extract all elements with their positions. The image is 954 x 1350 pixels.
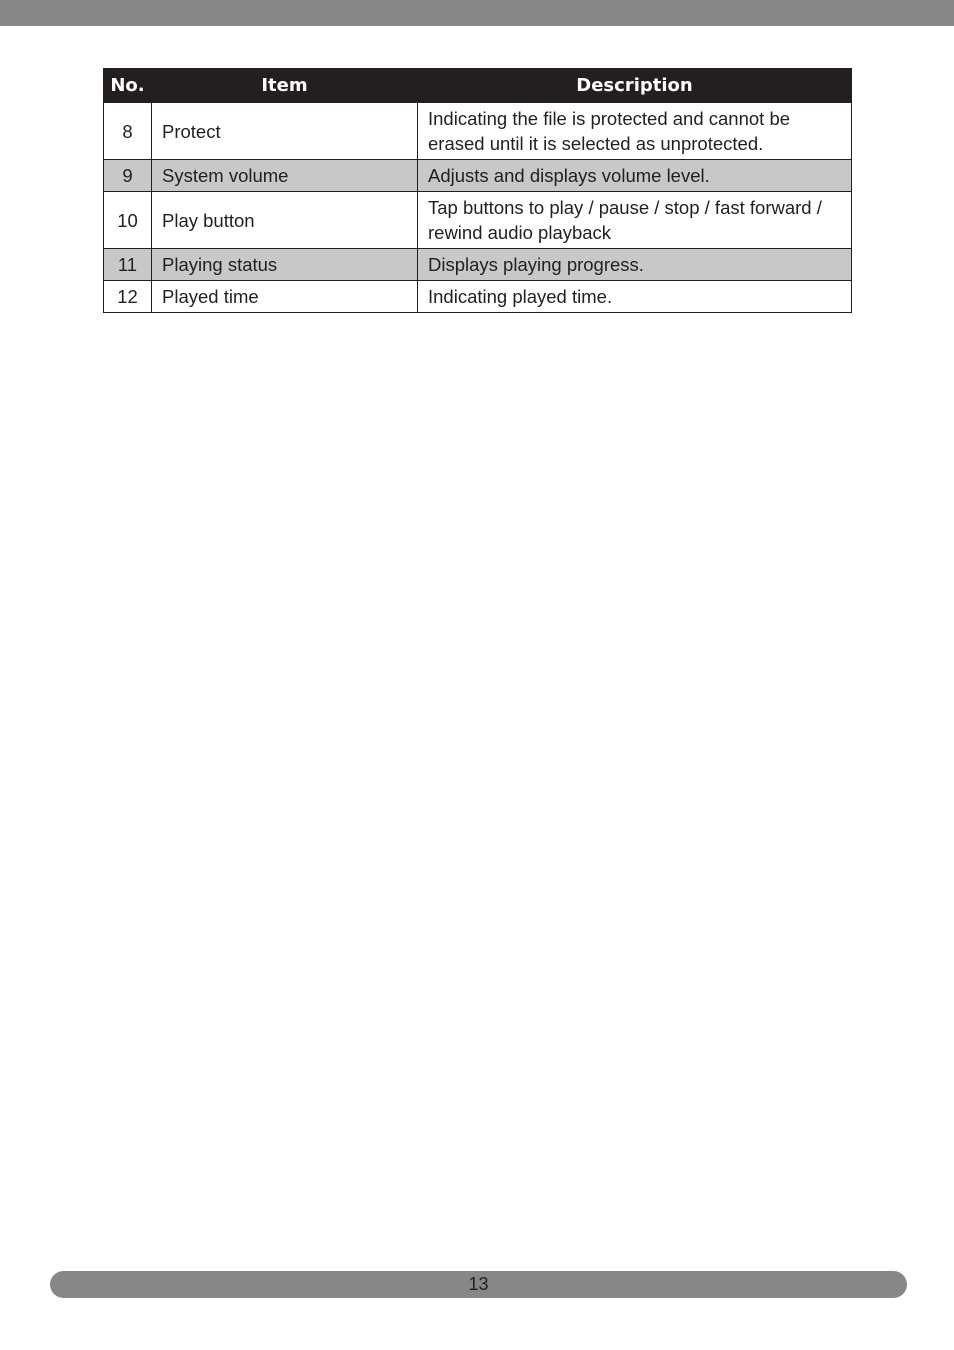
row-number: 10 xyxy=(104,192,152,249)
row-item: Protect xyxy=(152,103,418,160)
header-no: No. xyxy=(104,69,152,103)
table-row xyxy=(104,192,852,249)
page-number: 13 xyxy=(468,1274,489,1294)
spec-table xyxy=(103,68,852,313)
table-row xyxy=(104,103,852,160)
table-header-row xyxy=(104,69,852,103)
row-description: Adjusts and displays volume level. xyxy=(418,160,852,192)
header-item: Item xyxy=(152,69,418,103)
table-row xyxy=(104,281,852,313)
row-item: Played time xyxy=(152,281,418,313)
table-row xyxy=(104,249,852,281)
row-item: System volume xyxy=(152,160,418,192)
row-number: 12 xyxy=(104,281,152,313)
header-description: Description xyxy=(418,69,852,103)
row-number: 9 xyxy=(104,160,152,192)
row-description: Indicating played time. xyxy=(418,281,852,313)
table-row xyxy=(104,160,852,192)
row-description: Tap buttons to play / pause / stop / fast forward / rewind audio playback xyxy=(418,192,852,249)
row-description: Displays playing progress. xyxy=(418,249,852,281)
row-item: Playing status xyxy=(152,249,418,281)
row-number: 8 xyxy=(104,103,152,160)
footer-bar xyxy=(50,1271,907,1298)
top-bar xyxy=(0,0,954,26)
row-description: Indicating the file is protected and cannot be erased until it is selected as unprotected. xyxy=(418,103,852,160)
row-item: Play button xyxy=(152,192,418,249)
row-number: 11 xyxy=(104,249,152,281)
